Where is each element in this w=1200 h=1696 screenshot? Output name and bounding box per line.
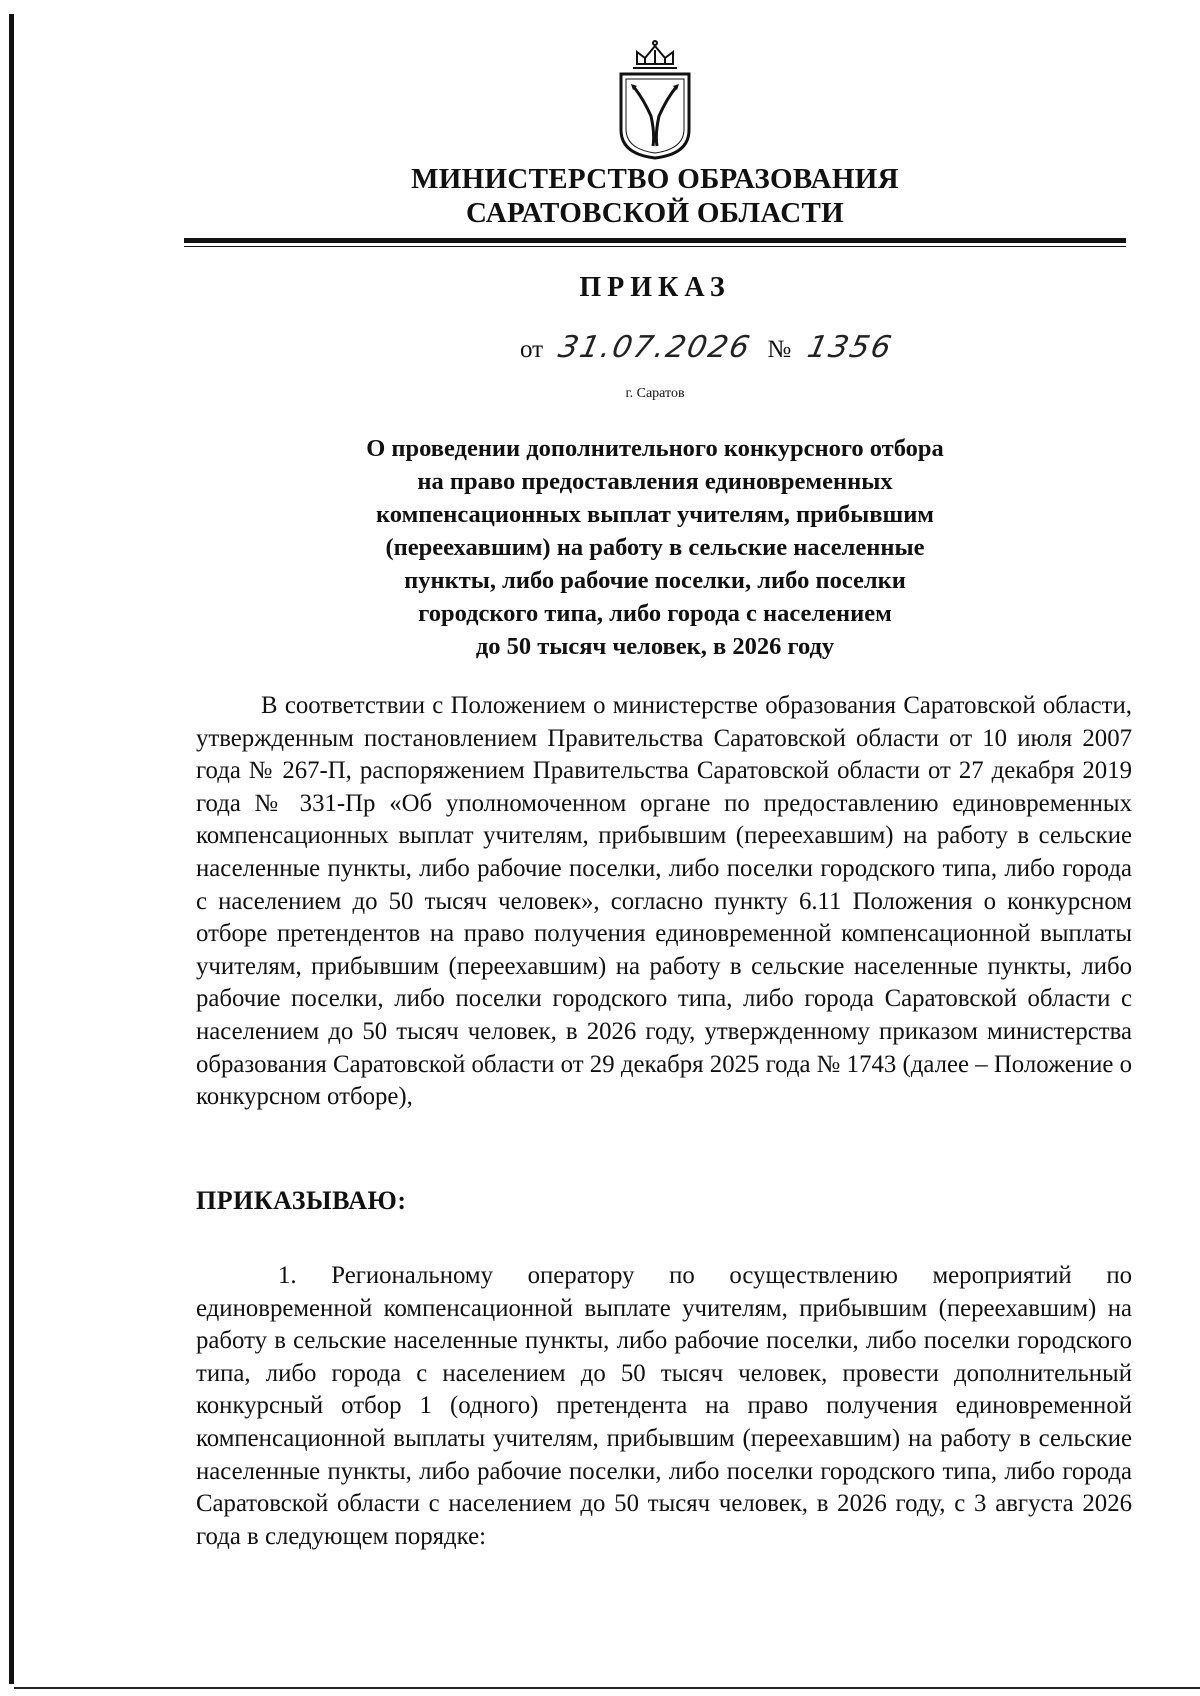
coat-of-arms-icon: [615, 38, 695, 160]
city: г. Саратов: [625, 386, 685, 401]
date-number-line: [520, 330, 902, 365]
document-type: ПРИКАЗ: [579, 272, 731, 303]
handwritten-date: 31.07.2026: [555, 330, 755, 365]
ministry-name-line2: САРАТОВСКОЙ ОБЛАСТИ: [466, 197, 844, 229]
order-item-1: 1. Региональному оператору по осуществлению мероприятий по единовременной компенсационной выплате учителям, прибывшим (переехавшим) на работу в сельские населенные пункты, либо рабочие поселки, либо поселки городского типа, либо города с населением до 50 тысяч человек, провести дополнительный конкурсный отбор 1 (одного) претендента на право получения единовременной компенсационной выплаты учителям, прибывшим (переехавшим) на работу в сельские населенные пункты, либо рабочие поселки, либо поселки городского типа, либо города Саратовской области с населением до 50 тысяч человек, в 2026 году, с 3 августа 2026 года в следующем порядке:: [196, 1262, 1132, 1550]
scan-bottom-line: [14, 1687, 1200, 1689]
header-rule-thin: [184, 246, 1126, 247]
title-line: компенсационных выплат учителям, прибывшим: [376, 501, 934, 528]
orders-heading: ПРИКАЗЫВАЮ:: [196, 1186, 407, 1215]
document-title: [280, 432, 1030, 663]
title-line: пункты, либо рабочие поселки, либо поселки: [404, 567, 906, 594]
preamble-paragraph: В соответствии с Положением о министерстве образования Саратовской области, утвержденным постановлением Правительства Саратовской области от 10 июля 2007 года № 267-П, распоряжением Правительства Саратовской области от 27 декабря 2019 года № 331-Пр «Об уполномоченном органе по предоставлению единовременных компенсационных выплат учителям, прибывшим (переехавшим) на работу в сельские населенные пункты, либо рабочие поселки, либо поселки городского типа, либо города с населением до 50 тысяч человек», согласно пункту 6.11 Положения о конкурсном отборе претендентов на право получения единовременной компенсационной выплаты учителям, прибывшим (переехавшим) на работу в сельские населенные пункты, либо рабочие поселки, либо поселки городского типа, либо города Саратовской области с населением до 50 тысяч человек, в 2026 году, утвержденному приказом министерства образования Саратовской области от 29 декабря 2025 года № 1743 (далее – Положение о конкурсном отборе),: [196, 692, 1132, 1111]
scan-edge-line: [9, 14, 14, 1684]
ministry-name-line1: МИНИСТЕРСТВО ОБРАЗОВАНИЯ: [411, 163, 899, 195]
header-rule-thick: [184, 238, 1126, 243]
title-line: до 50 тысяч человек, в 2026 году: [475, 633, 835, 660]
title-line: О проведении дополнительного конкурсного отбора: [366, 435, 944, 462]
handwritten-number: 1356: [803, 330, 896, 365]
number-sign: №: [767, 336, 792, 363]
title-line: городского типа, либо города с населением: [418, 600, 892, 627]
ot-label: от: [520, 336, 544, 363]
title-line: на право предоставления единовременных: [417, 468, 893, 495]
title-line: (переехавшим) на работу в сельские населенные: [385, 534, 925, 561]
